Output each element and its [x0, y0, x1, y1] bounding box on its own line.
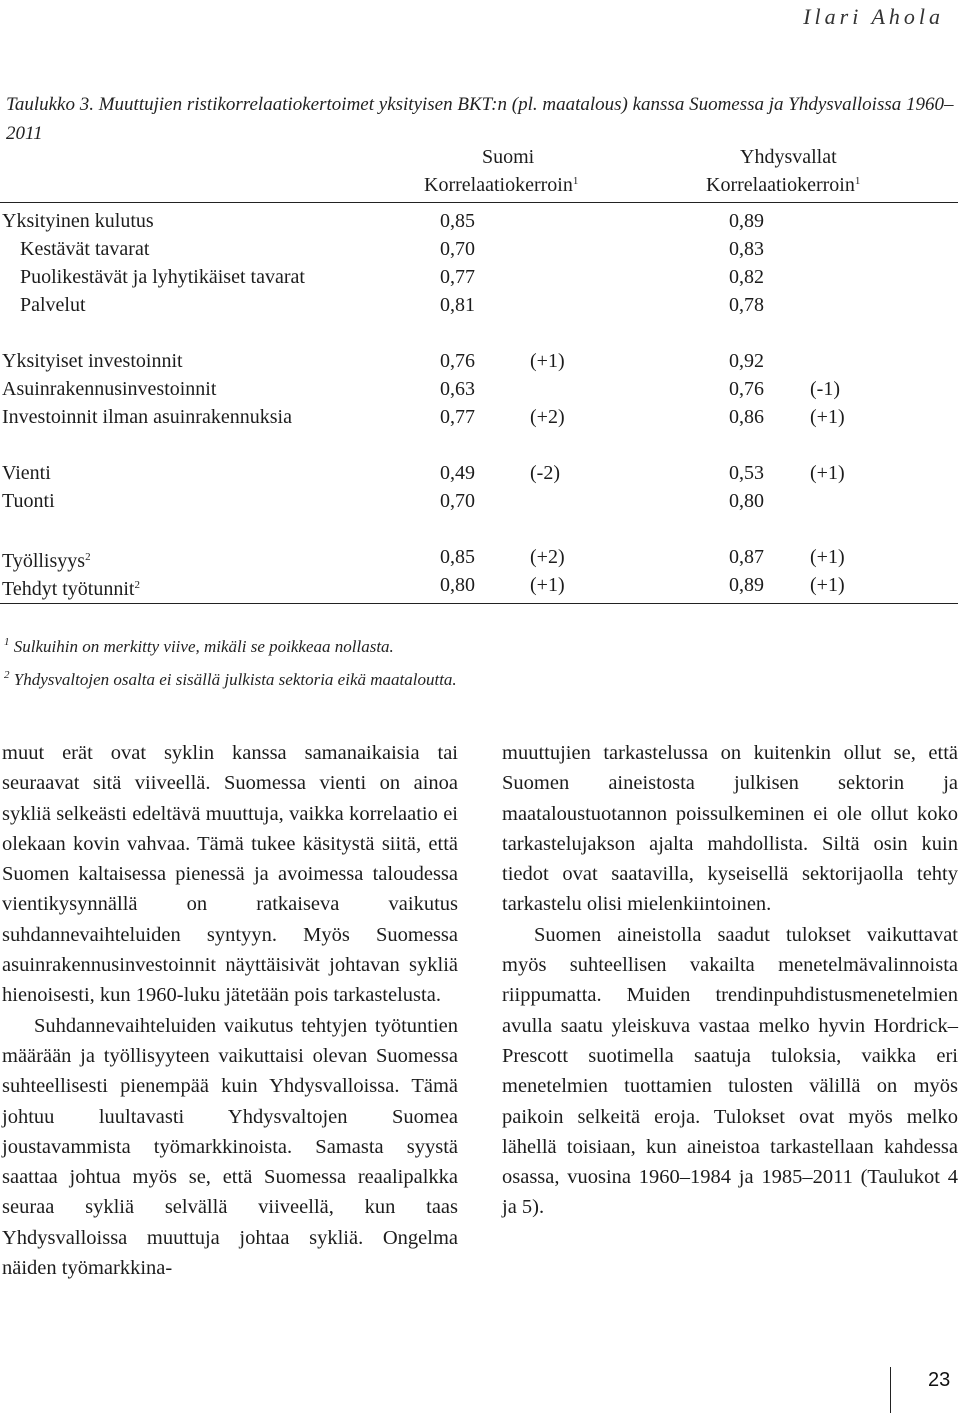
column-header-usa: Yhdysvallat — [740, 146, 837, 168]
column-subheader-finland: Korrelaatiokerroin$^1$ — [424, 174, 579, 196]
us-value: 0,53 — [729, 462, 764, 484]
fi-lag: (+1) — [530, 574, 565, 596]
row-label: Palvelut — [20, 294, 86, 316]
table-row — [0, 487, 958, 515]
correlation-table — [0, 146, 958, 604]
paragraph: muut erät ovat syklin kanssa samanaikaisia tai seuraavat sitä viiveellä. Suomessa vienti on ainoa sykliä selkeästi edeltävä muuttuja, vaikka korrelaatio ei olekaan kovin vahvaa. Tämä tukee käsitystä siitä, että Suomen kaltaisessa pienessä ja avoimessa taloudessa vientikysynnällä on ratkaiseva vaikutus suhdannevaihteluiden syntyyn. Myös Suomessa asuinrakennusinvestoinnit näyttäisivät johtavan sykliä hienoisesti, kun 1960-luku jätetään pois tarkastelusta. — [2, 742, 458, 1007]
us-value: 0,78 — [729, 294, 764, 316]
us-value: 0,82 — [729, 266, 764, 288]
row-label: Yksityiset investoinnit — [2, 350, 183, 372]
fi-value: 0,81 — [440, 294, 475, 316]
table-row — [0, 543, 958, 571]
table-row — [0, 291, 958, 319]
us-value: 0,92 — [729, 350, 764, 372]
row-label: Tehdyt työtunnit$^2$ — [2, 578, 140, 600]
us-lag: (-1) — [810, 378, 840, 400]
us-value: 0,80 — [729, 490, 764, 512]
footnote-2: $^2$ Yhdysvaltojen osalta ei sisällä julkista sektoria eikä maataloutta. — [4, 669, 457, 689]
us-value: 0,89 — [729, 210, 764, 232]
table-footnotes — [4, 628, 954, 694]
table-row — [0, 571, 958, 599]
us-lag: (+1) — [810, 406, 845, 428]
row-label: Yksityinen kulutus — [2, 210, 154, 232]
us-lag: (+1) — [810, 546, 845, 568]
us-value: 0,87 — [729, 546, 764, 568]
paragraph: muuttujien tarkastelussa on kuitenkin ollut se, että Suomen aineistosta julkisen sektorin ja maataloustuotannon poissulkeminen ei ole ollut koko tarkastelujakson ajalta mahdollista. Siltä osin kuin tiedot ovat saatavilla, kyseisellä sektorijaolla tehty tarkastelu olisi mielenkiintoinen. — [502, 742, 958, 916]
table-row — [0, 347, 958, 375]
row-label: Asuinrakennusinvestoinnit — [2, 378, 217, 400]
us-value: 0,83 — [729, 238, 764, 260]
column-header-finland: Suomi — [482, 146, 535, 168]
table-caption-line: Taulukko 3. Muuttujien ristikorrelaatiokertoimet yksityisen BKT:n (pl. maatalous) kanssa Suomessa ja Yhdysvalloissa 1960– — [6, 94, 954, 115]
paragraph: Suomen aineistolla saadut tulokset vaikuttavat myös suhteellisen vakailta menetelmävalinnoista riippumatta. Muiden trendinpuhdistusmenetelmien avulla saatu yleiskuva vastaa melko hyvin Hordrick–Prescott suotimella saatuja tuloksia, vaikka eri menetelmien tuottamien tulosten välillä on myös paikoin selkeitä eroja. Tulokset ovat myös melko lähellä toisiaan, kun aineistoa tarkastellaan kahdessa osassa, vuosina 1960–1984 ja 1985–2011 (Taulukot 4 ja 5). — [502, 923, 958, 1219]
us-lag: (+1) — [810, 574, 845, 596]
fi-lag: (-2) — [530, 462, 560, 484]
fi-lag: (+1) — [530, 350, 565, 372]
column-subheader-usa: Korrelaatiokerroin$^1$ — [706, 174, 861, 196]
footnote-1: $^1$ Sulkuihin on merkitty viive, mikäli se poikkeaa nollasta. — [4, 636, 394, 656]
us-value: 0,76 — [729, 378, 764, 400]
table-row — [0, 375, 958, 403]
body-column-right — [502, 738, 958, 1223]
us-value: 0,86 — [729, 406, 764, 428]
table-caption — [6, 90, 956, 148]
row-label: Tuonti — [2, 490, 55, 512]
us-lag: (+1) — [810, 462, 845, 484]
fi-value: 0,63 — [440, 378, 475, 400]
fi-value: 0,85 — [440, 210, 475, 232]
fi-value: 0,85 — [440, 546, 475, 568]
fi-value: 0,49 — [440, 462, 475, 484]
table-row — [0, 403, 958, 431]
row-label: Investoinnit ilman asuinrakennuksia — [2, 406, 292, 428]
fi-value: 0,76 — [440, 350, 475, 372]
running-header-author: Ilari Ahola — [803, 4, 944, 29]
table-bottom-rule — [0, 603, 958, 604]
fi-value: 0,77 — [440, 266, 475, 288]
table-caption-line: 2011 — [6, 123, 43, 144]
paragraph: Suhdannevaihteluiden vaikutus tehtyjen työtuntien määrään ja työllisyyteen vaikuttaisi olevan Suomessa suhteellisesti pienempää kuin Yhdysvalloissa. Tämä johtuu luultavasti Yhdysvaltojen Suomea joustavammista työmarkkinoista. Samasta syystä saattaa johtua myös se, että Suomessa reaalipalkka seuraa sykliä selvällä viiveellä, kun taas Yhdysvalloissa muuttuja johtaa sykliä. Ongelma näiden työmarkkina- — [2, 1014, 458, 1280]
table-row — [0, 235, 958, 263]
fi-value: 0,70 — [440, 490, 475, 512]
fi-value: 0,77 — [440, 406, 475, 428]
table-row — [0, 207, 958, 235]
fi-lag: (+2) — [530, 546, 565, 568]
row-label: Työllisyys$^2$ — [2, 550, 91, 572]
page-number-rule — [890, 1367, 891, 1413]
table-row — [0, 263, 958, 291]
table-row — [0, 459, 958, 487]
body-column-left — [2, 738, 458, 1283]
row-label: Kestävät tavarat — [20, 238, 150, 260]
us-value: 0,89 — [729, 574, 764, 596]
page-number: 23 — [928, 1369, 951, 1391]
fi-lag: (+2) — [530, 406, 565, 428]
table-header — [0, 146, 958, 203]
fi-value: 0,80 — [440, 574, 475, 596]
fi-value: 0,70 — [440, 238, 475, 260]
row-label: Vienti — [2, 462, 51, 484]
row-label: Puolikestävät ja lyhytikäiset tavarat — [20, 266, 305, 288]
